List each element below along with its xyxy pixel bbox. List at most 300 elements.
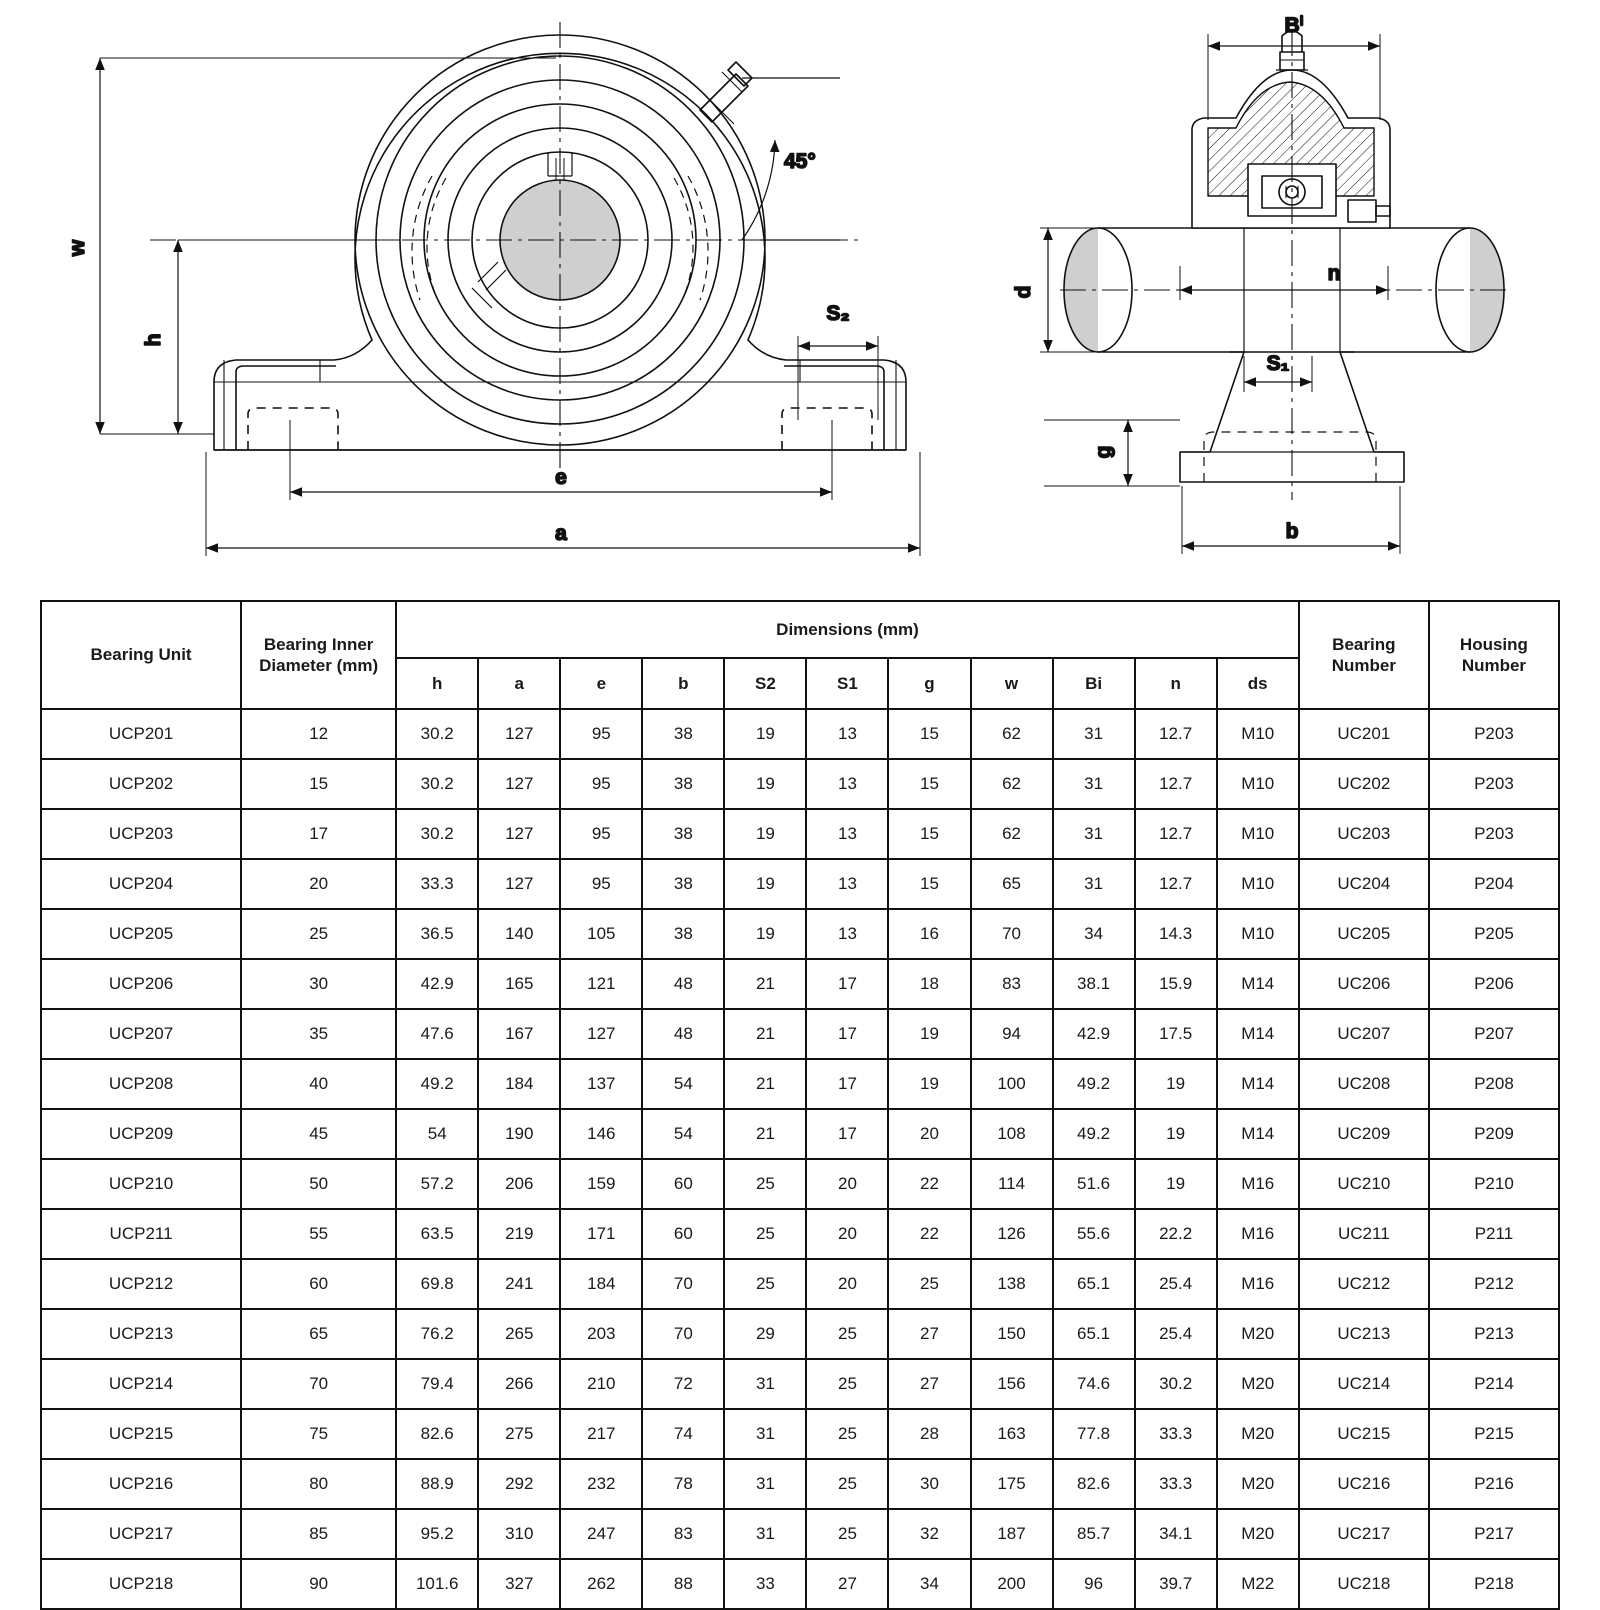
cell-n: 12.7 (1135, 809, 1217, 859)
cell-s2: 33 (724, 1559, 806, 1609)
cell-e: 137 (560, 1059, 642, 1109)
cell-bearing-number: UC201 (1299, 709, 1429, 759)
header-dim-b: b (642, 658, 724, 709)
cell-e: 232 (560, 1459, 642, 1509)
cell-s1: 17 (806, 1109, 888, 1159)
cell-inner-diameter: 45 (241, 1109, 396, 1159)
cell-ds: M10 (1217, 709, 1299, 759)
cell-housing-number: P211 (1429, 1209, 1559, 1259)
cell-b: 70 (642, 1309, 724, 1359)
cell-inner-diameter: 70 (241, 1359, 396, 1409)
cell-bearing-unit: UCP216 (41, 1459, 241, 1509)
header-bearing-number-line2: Number (1331, 656, 1396, 675)
cell-s2: 31 (724, 1459, 806, 1509)
cell-h: 101.6 (396, 1559, 478, 1609)
cell-a: 190 (478, 1109, 560, 1159)
cell-housing-number: P215 (1429, 1409, 1559, 1459)
cell-s1: 25 (806, 1409, 888, 1459)
cell-bearing-number: UC214 (1299, 1359, 1429, 1409)
cell-b: 48 (642, 1009, 724, 1059)
dim-bi-label: Bⁱ (1284, 14, 1304, 37)
cell-w: 175 (971, 1459, 1053, 1509)
cell-bearing-number: UC213 (1299, 1309, 1429, 1359)
cell-a: 167 (478, 1009, 560, 1059)
cell-n: 22.2 (1135, 1209, 1217, 1259)
header-bearing-number (1299, 601, 1429, 709)
cell-bearing-unit: UCP218 (41, 1559, 241, 1609)
cell-g: 15 (888, 859, 970, 909)
cell-w: 108 (971, 1109, 1053, 1159)
cell-inner-diameter: 85 (241, 1509, 396, 1559)
dim-h-label: h (142, 333, 165, 347)
cell-bi: 31 (1053, 759, 1135, 809)
table-row (41, 1359, 1559, 1409)
cell-housing-number: P213 (1429, 1309, 1559, 1359)
cell-b: 54 (642, 1109, 724, 1159)
cell-bi: 77.8 (1053, 1409, 1135, 1459)
cell-ds: M10 (1217, 909, 1299, 959)
cell-bearing-number: UC209 (1299, 1109, 1429, 1159)
cell-b: 83 (642, 1509, 724, 1559)
cell-w: 187 (971, 1509, 1053, 1559)
table-row (41, 859, 1559, 909)
cell-s2: 31 (724, 1509, 806, 1559)
dimension-table (40, 600, 1560, 1610)
header-dim-s2: S2 (724, 658, 806, 709)
cell-inner-diameter: 80 (241, 1459, 396, 1509)
cell-n: 25.4 (1135, 1259, 1217, 1309)
dim-s1-label: S₁ (1266, 352, 1290, 375)
cell-s1: 25 (806, 1359, 888, 1409)
cell-housing-number: P212 (1429, 1259, 1559, 1309)
cell-n: 30.2 (1135, 1359, 1217, 1409)
cell-a: 184 (478, 1059, 560, 1109)
cell-a: 127 (478, 759, 560, 809)
cell-a: 127 (478, 709, 560, 759)
cell-n: 34.1 (1135, 1509, 1217, 1559)
cell-s1: 25 (806, 1509, 888, 1559)
cell-ds: M14 (1217, 1109, 1299, 1159)
cell-housing-number: P207 (1429, 1009, 1559, 1059)
cell-w: 62 (971, 709, 1053, 759)
cell-bi: 31 (1053, 859, 1135, 909)
cell-inner-diameter: 35 (241, 1009, 396, 1059)
cell-h: 76.2 (396, 1309, 478, 1359)
cell-b: 38 (642, 909, 724, 959)
cell-s2: 21 (724, 959, 806, 1009)
dim-g-label: g (1092, 445, 1115, 459)
cell-inner-diameter: 60 (241, 1259, 396, 1309)
cell-g: 19 (888, 1009, 970, 1059)
cell-g: 27 (888, 1309, 970, 1359)
cell-w: 138 (971, 1259, 1053, 1309)
side-view-outline (1064, 31, 1504, 482)
cell-b: 70 (642, 1259, 724, 1309)
header-housing-number-line1: Housing (1459, 634, 1528, 654)
header-dim-w: w (971, 658, 1053, 709)
cell-e: 95 (560, 859, 642, 909)
cell-s2: 19 (724, 859, 806, 909)
header-dim-e: e (560, 658, 642, 709)
cell-housing-number: P214 (1429, 1359, 1559, 1409)
cell-s2: 19 (724, 759, 806, 809)
table-row (41, 759, 1559, 809)
cell-ds: M14 (1217, 1059, 1299, 1109)
cell-a: 206 (478, 1159, 560, 1209)
cell-ds: M10 (1217, 809, 1299, 859)
cell-bi: 96 (1053, 1559, 1135, 1609)
cell-inner-diameter: 25 (241, 909, 396, 959)
cell-h: 47.6 (396, 1009, 478, 1059)
cell-a: 127 (478, 859, 560, 909)
cell-s2: 25 (724, 1259, 806, 1309)
cell-w: 150 (971, 1309, 1053, 1359)
cell-housing-number: P210 (1429, 1159, 1559, 1209)
cell-g: 15 (888, 709, 970, 759)
cell-a: 292 (478, 1459, 560, 1509)
cell-ds: M20 (1217, 1359, 1299, 1409)
cell-s1: 13 (806, 909, 888, 959)
cell-inner-diameter: 40 (241, 1059, 396, 1109)
cell-w: 114 (971, 1159, 1053, 1209)
cell-h: 82.6 (396, 1409, 478, 1459)
cell-s1: 13 (806, 709, 888, 759)
cell-a: 165 (478, 959, 560, 1009)
table-row (41, 1009, 1559, 1059)
cell-a: 275 (478, 1409, 560, 1459)
table-row (41, 1509, 1559, 1559)
header-housing-number (1429, 601, 1559, 709)
cell-s2: 29 (724, 1309, 806, 1359)
cell-s1: 25 (806, 1459, 888, 1509)
cell-housing-number: P203 (1429, 809, 1559, 859)
cell-b: 74 (642, 1409, 724, 1459)
cell-ds: M20 (1217, 1509, 1299, 1559)
cell-a: 127 (478, 809, 560, 859)
cell-g: 22 (888, 1209, 970, 1259)
cell-housing-number: P203 (1429, 709, 1559, 759)
cell-g: 22 (888, 1159, 970, 1209)
cell-g: 25 (888, 1259, 970, 1309)
cell-n: 19 (1135, 1059, 1217, 1109)
cell-g: 16 (888, 909, 970, 959)
cell-e: 184 (560, 1259, 642, 1309)
cell-b: 54 (642, 1059, 724, 1109)
cell-b: 38 (642, 759, 724, 809)
cell-bearing-number: UC202 (1299, 759, 1429, 809)
cell-e: 105 (560, 909, 642, 959)
cell-bearing-unit: UCP217 (41, 1509, 241, 1559)
header-dim-h: h (396, 658, 478, 709)
cell-bearing-unit: UCP215 (41, 1409, 241, 1459)
table-body (41, 709, 1559, 1609)
cell-housing-number: P218 (1429, 1559, 1559, 1609)
cell-g: 18 (888, 959, 970, 1009)
cell-w: 62 (971, 759, 1053, 809)
cell-housing-number: P204 (1429, 859, 1559, 909)
dim-d-label: d (1012, 285, 1035, 299)
dim-b-label: b (1285, 520, 1299, 543)
cell-n: 14.3 (1135, 909, 1217, 959)
cell-s1: 20 (806, 1259, 888, 1309)
cell-ds: M20 (1217, 1309, 1299, 1359)
cell-bi: 34 (1053, 909, 1135, 959)
cell-h: 54 (396, 1109, 478, 1159)
cell-n: 19 (1135, 1109, 1217, 1159)
cell-a: 219 (478, 1209, 560, 1259)
cell-b: 72 (642, 1359, 724, 1409)
cell-inner-diameter: 75 (241, 1409, 396, 1459)
cell-inner-diameter: 15 (241, 759, 396, 809)
cell-housing-number: P203 (1429, 759, 1559, 809)
cell-w: 126 (971, 1209, 1053, 1259)
cell-h: 42.9 (396, 959, 478, 1009)
cell-w: 70 (971, 909, 1053, 959)
cell-inner-diameter: 17 (241, 809, 396, 859)
dim-w-label: w (66, 239, 89, 257)
cell-s1: 13 (806, 859, 888, 909)
table-row (41, 709, 1559, 759)
cell-w: 200 (971, 1559, 1053, 1609)
cell-s2: 19 (724, 909, 806, 959)
header-dim-bi: Bi (1053, 658, 1135, 709)
cell-w: 100 (971, 1059, 1053, 1109)
cell-g: 30 (888, 1459, 970, 1509)
cell-s2: 25 (724, 1209, 806, 1259)
cell-b: 48 (642, 959, 724, 1009)
cell-bi: 82.6 (1053, 1459, 1135, 1509)
cell-e: 247 (560, 1509, 642, 1559)
cell-n: 33.3 (1135, 1409, 1217, 1459)
cell-e: 95 (560, 709, 642, 759)
cell-e: 159 (560, 1159, 642, 1209)
cell-bearing-number: UC203 (1299, 809, 1429, 859)
cell-bi: 85.7 (1053, 1509, 1135, 1559)
table-row (41, 909, 1559, 959)
cell-e: 217 (560, 1409, 642, 1459)
cell-b: 88 (642, 1559, 724, 1609)
cell-s2: 31 (724, 1359, 806, 1409)
cell-bearing-unit: UCP213 (41, 1309, 241, 1359)
table-row (41, 1309, 1559, 1359)
cell-a: 327 (478, 1559, 560, 1609)
cell-bearing-number: UC216 (1299, 1459, 1429, 1509)
cell-h: 36.5 (396, 909, 478, 959)
cell-b: 60 (642, 1159, 724, 1209)
cell-h: 88.9 (396, 1459, 478, 1509)
cell-bearing-unit: UCP212 (41, 1259, 241, 1309)
cell-s1: 17 (806, 1009, 888, 1059)
cell-bi: 42.9 (1053, 1009, 1135, 1059)
cell-n: 17.5 (1135, 1009, 1217, 1059)
cell-housing-number: P208 (1429, 1059, 1559, 1109)
cell-s1: 13 (806, 759, 888, 809)
cell-inner-diameter: 12 (241, 709, 396, 759)
table-row (41, 1459, 1559, 1509)
cell-bi: 49.2 (1053, 1059, 1135, 1109)
cell-b: 38 (642, 809, 724, 859)
cell-bearing-unit: UCP202 (41, 759, 241, 809)
cell-e: 203 (560, 1309, 642, 1359)
cell-w: 62 (971, 809, 1053, 859)
cell-b: 38 (642, 859, 724, 909)
cell-bearing-number: UC211 (1299, 1209, 1429, 1259)
cell-housing-number: P209 (1429, 1109, 1559, 1159)
cell-n: 12.7 (1135, 759, 1217, 809)
cell-h: 30.2 (396, 759, 478, 809)
cell-ds: M20 (1217, 1409, 1299, 1459)
cell-g: 32 (888, 1509, 970, 1559)
cell-inner-diameter: 55 (241, 1209, 396, 1259)
cell-w: 83 (971, 959, 1053, 1009)
cell-a: 241 (478, 1259, 560, 1309)
cell-g: 19 (888, 1059, 970, 1109)
cell-a: 266 (478, 1359, 560, 1409)
cell-inner-diameter: 50 (241, 1159, 396, 1209)
angle-45-label: 45° (784, 150, 816, 173)
cell-housing-number: P216 (1429, 1459, 1559, 1509)
cell-inner-diameter: 65 (241, 1309, 396, 1359)
cell-housing-number: P217 (1429, 1509, 1559, 1559)
cell-g: 34 (888, 1559, 970, 1609)
cell-n: 12.7 (1135, 859, 1217, 909)
cell-h: 69.8 (396, 1259, 478, 1309)
cell-bi: 55.6 (1053, 1209, 1135, 1259)
cell-n: 15.9 (1135, 959, 1217, 1009)
cell-n: 25.4 (1135, 1309, 1217, 1359)
cell-g: 20 (888, 1109, 970, 1159)
cell-n: 19 (1135, 1159, 1217, 1209)
cell-bearing-number: UC207 (1299, 1009, 1429, 1059)
cell-housing-number: P206 (1429, 959, 1559, 1009)
table-row (41, 1559, 1559, 1609)
cell-bi: 51.6 (1053, 1159, 1135, 1209)
cell-ds: M20 (1217, 1459, 1299, 1509)
table-row (41, 959, 1559, 1009)
cell-h: 79.4 (396, 1359, 478, 1409)
cell-s1: 17 (806, 959, 888, 1009)
table-header-row-top (41, 601, 1559, 658)
header-dim-a: a (478, 658, 560, 709)
cell-s2: 31 (724, 1409, 806, 1459)
cell-e: 146 (560, 1109, 642, 1159)
dim-e-label: e (555, 466, 567, 489)
cell-e: 95 (560, 809, 642, 859)
cell-bearing-number: UC212 (1299, 1259, 1429, 1309)
header-bearing-inner-diameter-line1: Bearing Inner (263, 634, 374, 654)
header-bearing-number-line1: Bearing (1332, 634, 1396, 654)
cell-h: 30.2 (396, 809, 478, 859)
cell-s2: 25 (724, 1159, 806, 1209)
cell-bi: 31 (1053, 809, 1135, 859)
cell-bearing-number: UC218 (1299, 1559, 1429, 1609)
cell-s2: 19 (724, 709, 806, 759)
cell-bearing-unit: UCP206 (41, 959, 241, 1009)
dimension-table-container (40, 600, 1560, 1610)
cell-ds: M16 (1217, 1209, 1299, 1259)
cell-n: 12.7 (1135, 709, 1217, 759)
cell-bearing-unit: UCP207 (41, 1009, 241, 1059)
cell-n: 33.3 (1135, 1459, 1217, 1509)
cell-b: 60 (642, 1209, 724, 1259)
cell-h: 95.2 (396, 1509, 478, 1559)
cell-inner-diameter: 90 (241, 1559, 396, 1609)
cell-bi: 38.1 (1053, 959, 1135, 1009)
cell-inner-diameter: 30 (241, 959, 396, 1009)
cell-s2: 21 (724, 1109, 806, 1159)
cell-b: 38 (642, 709, 724, 759)
cell-g: 27 (888, 1359, 970, 1409)
cell-bi: 65.1 (1053, 1309, 1135, 1359)
cell-bearing-number: UC210 (1299, 1159, 1429, 1209)
cell-e: 121 (560, 959, 642, 1009)
cell-ds: M16 (1217, 1159, 1299, 1209)
cell-bi: 74.6 (1053, 1359, 1135, 1409)
technical-drawing (0, 0, 1600, 590)
cell-e: 127 (560, 1009, 642, 1059)
cell-w: 156 (971, 1359, 1053, 1409)
cell-a: 310 (478, 1509, 560, 1559)
cell-bearing-number: UC208 (1299, 1059, 1429, 1109)
cell-b: 78 (642, 1459, 724, 1509)
cell-ds: M10 (1217, 759, 1299, 809)
cell-e: 171 (560, 1209, 642, 1259)
cell-g: 28 (888, 1409, 970, 1459)
header-dim-s1: S1 (806, 658, 888, 709)
cell-s2: 21 (724, 1059, 806, 1109)
header-dim-n: n (1135, 658, 1217, 709)
table-row (41, 1159, 1559, 1209)
cell-bearing-unit: UCP210 (41, 1159, 241, 1209)
cell-h: 63.5 (396, 1209, 478, 1259)
cell-h: 30.2 (396, 709, 478, 759)
header-dimensions-group: Dimensions (mm) (396, 601, 1299, 658)
cell-a: 140 (478, 909, 560, 959)
dim-a-label: a (555, 522, 567, 545)
cell-bearing-number: UC205 (1299, 909, 1429, 959)
table-row (41, 1259, 1559, 1309)
cell-h: 49.2 (396, 1059, 478, 1109)
cell-bearing-unit: UCP201 (41, 709, 241, 759)
cell-w: 94 (971, 1009, 1053, 1059)
cell-ds: M14 (1217, 1009, 1299, 1059)
cell-s1: 20 (806, 1159, 888, 1209)
table-row (41, 1209, 1559, 1259)
cell-bearing-number: UC215 (1299, 1409, 1429, 1459)
cell-e: 210 (560, 1359, 642, 1409)
header-dim-ds: ds (1217, 658, 1299, 709)
cell-housing-number: P205 (1429, 909, 1559, 959)
cell-bi: 65.1 (1053, 1259, 1135, 1309)
cell-e: 95 (560, 759, 642, 809)
cell-bearing-unit: UCP203 (41, 809, 241, 859)
cell-bearing-unit: UCP208 (41, 1059, 241, 1109)
cell-s1: 20 (806, 1209, 888, 1259)
cell-bearing-number: UC217 (1299, 1509, 1429, 1559)
header-dim-g: g (888, 658, 970, 709)
cell-s1: 25 (806, 1309, 888, 1359)
cell-h: 33.3 (396, 859, 478, 909)
cell-bearing-unit: UCP211 (41, 1209, 241, 1259)
cell-bearing-unit: UCP205 (41, 909, 241, 959)
header-bearing-unit: Bearing Unit (41, 601, 241, 709)
cell-s2: 19 (724, 809, 806, 859)
cell-s1: 13 (806, 809, 888, 859)
cell-s1: 27 (806, 1559, 888, 1609)
cell-inner-diameter: 20 (241, 859, 396, 909)
dim-n-label: n (1327, 262, 1341, 285)
cell-bearing-unit: UCP214 (41, 1359, 241, 1409)
